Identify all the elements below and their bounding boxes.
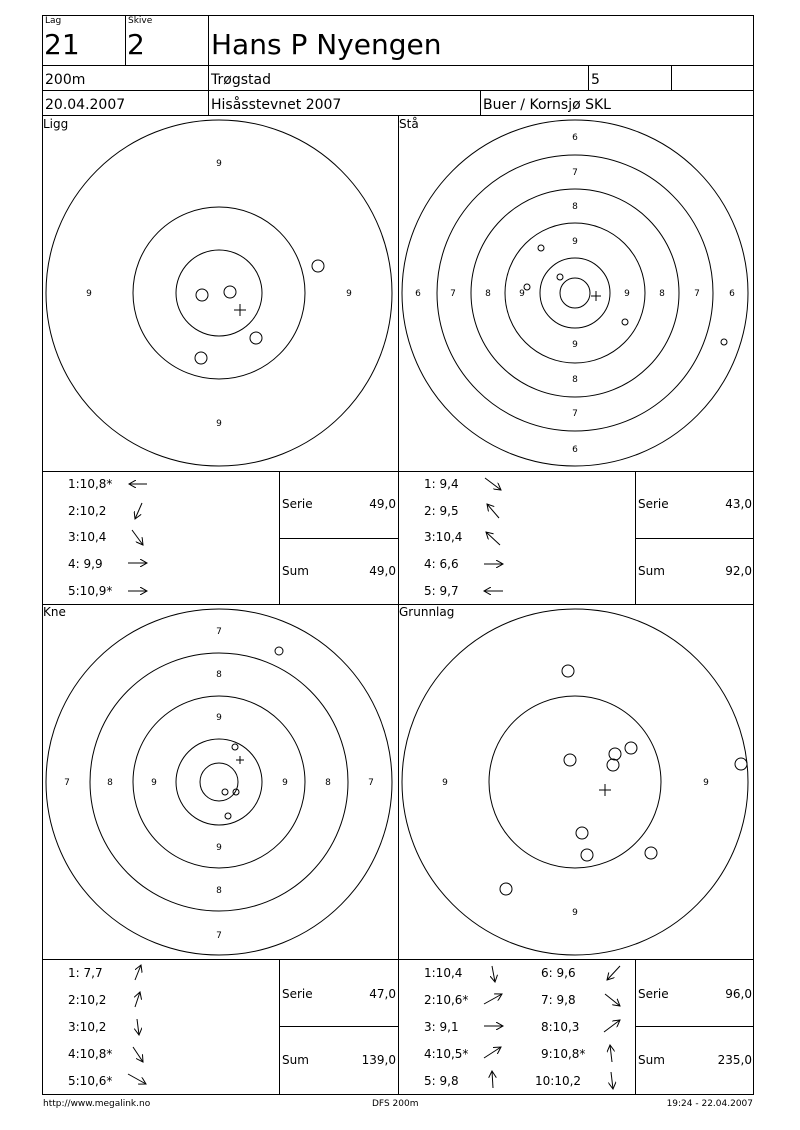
shot-score: 2:10,6* (424, 993, 469, 1007)
target-kne (46, 609, 392, 955)
ring-label: 9 (216, 159, 222, 169)
ring-label: 9 (216, 713, 222, 723)
shot-hole (622, 319, 628, 325)
serie-label: Serie (638, 497, 669, 511)
lag-label: Lag (45, 16, 62, 26)
skive-label: Skive (128, 16, 153, 26)
shot-hole (721, 339, 727, 345)
footer-timestamp: 19:24 - 22.04.2007 (666, 1099, 753, 1109)
sum-value: 92,0 (725, 564, 752, 578)
ring-label: 7 (694, 289, 700, 299)
average-cross (236, 756, 244, 764)
serie-value: 43,0 (725, 497, 752, 511)
ring-label: 6 (729, 289, 735, 299)
panel-title-ligg: Ligg (43, 117, 69, 131)
shot-score: 4: 9,9 (68, 557, 103, 571)
sum-label: Sum (638, 1053, 665, 1067)
ring-label: 7 (216, 627, 222, 637)
ring-label: 9 (86, 289, 92, 299)
shot-hole (500, 883, 512, 895)
ring-label: 9 (346, 289, 352, 299)
club: Trøgstad (211, 72, 271, 88)
sum-value: 235,0 (717, 1053, 752, 1067)
target-ligg (46, 120, 392, 466)
event-name: Hisåsstevnet 2007 (211, 97, 342, 113)
ring-label: 9 (282, 778, 288, 788)
sum-value: 139,0 (361, 1053, 396, 1067)
sum-label: Sum (282, 1053, 309, 1067)
down-right-arrow-icon (605, 994, 620, 1006)
panel-title-kne: Kne (43, 605, 66, 619)
ring-label: 9 (572, 908, 578, 918)
ring-label: 9 (216, 843, 222, 853)
serie-label: Serie (282, 497, 313, 511)
down-arrow-icon (137, 1019, 139, 1035)
shooter-class: 5 (591, 72, 600, 88)
shot-hole (196, 289, 208, 301)
shot-hole (625, 742, 637, 754)
skive-value: 2 (127, 28, 145, 61)
ring-label: 8 (572, 375, 578, 385)
down-right-arrow-icon (128, 1074, 146, 1084)
down-arrow-icon (492, 966, 495, 982)
shot-hole (564, 754, 576, 766)
shot-hole (275, 647, 283, 655)
lag-value: 21 (44, 28, 80, 61)
shot-hole (312, 260, 324, 272)
shot-hole (224, 286, 236, 298)
shot-score: 3:10,4 (424, 530, 463, 544)
ring-label: 9 (572, 237, 578, 247)
ring-label: 8 (572, 202, 578, 212)
down-left-arrow-icon (607, 966, 620, 980)
shot-hole (576, 827, 588, 839)
shot-hole (232, 744, 238, 750)
shot-score: 1: 9,4 (424, 477, 459, 491)
shot-score: 4: 6,6 (424, 557, 459, 571)
sum-label: Sum (638, 564, 665, 578)
ring-label: 7 (368, 778, 374, 788)
ring-label: 7 (64, 778, 70, 788)
ring-label: 8 (107, 778, 113, 788)
average-cross (234, 304, 246, 316)
down-left-arrow-icon (135, 503, 142, 519)
shot-score: 7: 9,8 (541, 993, 576, 1007)
shot-score: 5: 9,8 (424, 1074, 459, 1088)
down-right-arrow-icon (132, 530, 143, 545)
shot-hole (562, 665, 574, 677)
serie-label: Serie (638, 987, 669, 1001)
shot-score: 2:10,2 (68, 993, 107, 1007)
shot-hole (524, 284, 530, 290)
up-right-arrow-icon (135, 965, 141, 980)
up-left-arrow-icon (486, 532, 500, 545)
shot-hole (195, 352, 207, 364)
down-right-arrow-icon (133, 1047, 143, 1062)
down-arrow-icon (611, 1072, 613, 1089)
footer-program: DFS 200m (372, 1099, 419, 1109)
sum-label: Sum (282, 564, 309, 578)
up-right-arrow-icon (484, 994, 502, 1004)
distance: 200m (45, 72, 86, 88)
down-right-arrow-icon (485, 478, 501, 490)
shot-score: 10:10,2 (535, 1074, 582, 1088)
ring-label: 9 (703, 778, 709, 788)
sum-value: 49,0 (369, 564, 396, 578)
serie-value: 49,0 (369, 497, 396, 511)
shot-hole (222, 789, 228, 795)
shot-hole (557, 274, 563, 280)
shot-score: 9:10,8* (541, 1047, 586, 1061)
shot-hole (645, 847, 657, 859)
up-arrow-icon (492, 1071, 493, 1088)
shot-score: 5:10,9* (68, 584, 113, 598)
footer-url[interactable]: http://www.megalink.no (43, 1099, 151, 1109)
ring-label: 7 (572, 409, 578, 419)
ring-label: 9 (519, 289, 525, 299)
ring-label: 8 (216, 670, 222, 680)
up-right-arrow-icon (484, 1047, 501, 1058)
up-arrow-icon (610, 1045, 612, 1062)
ring-label: 9 (442, 778, 448, 788)
serie-value: 47,0 (369, 987, 396, 1001)
ring-label: 8 (216, 886, 222, 896)
ring-label: 6 (572, 133, 578, 143)
shot-hole (609, 748, 621, 760)
up-right-arrow-icon (135, 992, 140, 1007)
up-left-arrow-icon (487, 504, 499, 518)
shot-score: 1: 7,7 (68, 966, 103, 980)
ring-label: 9 (572, 340, 578, 350)
ring-label: 7 (572, 168, 578, 178)
average-cross (591, 291, 601, 301)
ring-label: 8 (485, 289, 491, 299)
shot-score: 2:10,2 (68, 504, 107, 518)
shot-score: 3:10,4 (68, 530, 107, 544)
shot-hole (538, 245, 544, 251)
shot-score: 2: 9,5 (424, 504, 459, 518)
up-right-arrow-icon (604, 1020, 620, 1032)
target-grunnlag (402, 609, 748, 955)
shot-hole (581, 849, 593, 861)
shot-score: 4:10,8* (68, 1047, 113, 1061)
panel-title-sta: Stå (399, 117, 419, 131)
ring-label: 7 (216, 931, 222, 941)
ring-label: 6 (415, 289, 421, 299)
shot-score: 5:10,6* (68, 1074, 113, 1088)
ring-label: 8 (659, 289, 665, 299)
shot-score: 1:10,4 (424, 966, 463, 980)
shot-hole (735, 758, 747, 770)
shot-score: 3:10,2 (68, 1020, 107, 1034)
average-cross (599, 784, 611, 796)
shooter-name: Hans P Nyengen (211, 28, 442, 61)
ring-label: 7 (450, 289, 456, 299)
serie-label: Serie (282, 987, 313, 1001)
ring-label: 8 (325, 778, 331, 788)
shot-score: 8:10,3 (541, 1020, 580, 1034)
ring-label: 9 (151, 778, 157, 788)
shot-score: 6: 9,6 (541, 966, 576, 980)
range-name: Buer / Kornsjø SKL (483, 97, 611, 113)
shot-hole (607, 759, 619, 771)
ring-label: 9 (624, 289, 630, 299)
shot-score: 4:10,5* (424, 1047, 469, 1061)
shot-hole (225, 813, 231, 819)
shot-score: 3: 9,1 (424, 1020, 459, 1034)
shot-hole (250, 332, 262, 344)
shot-score: 1:10,8* (68, 477, 113, 491)
date: 20.04.2007 (45, 97, 126, 113)
ring-label: 9 (216, 419, 222, 429)
serie-value: 96,0 (725, 987, 752, 1001)
ring-label: 6 (572, 445, 578, 455)
shot-score: 5: 9,7 (424, 584, 459, 598)
panel-title-grunnlag: Grunnlag (399, 605, 455, 619)
